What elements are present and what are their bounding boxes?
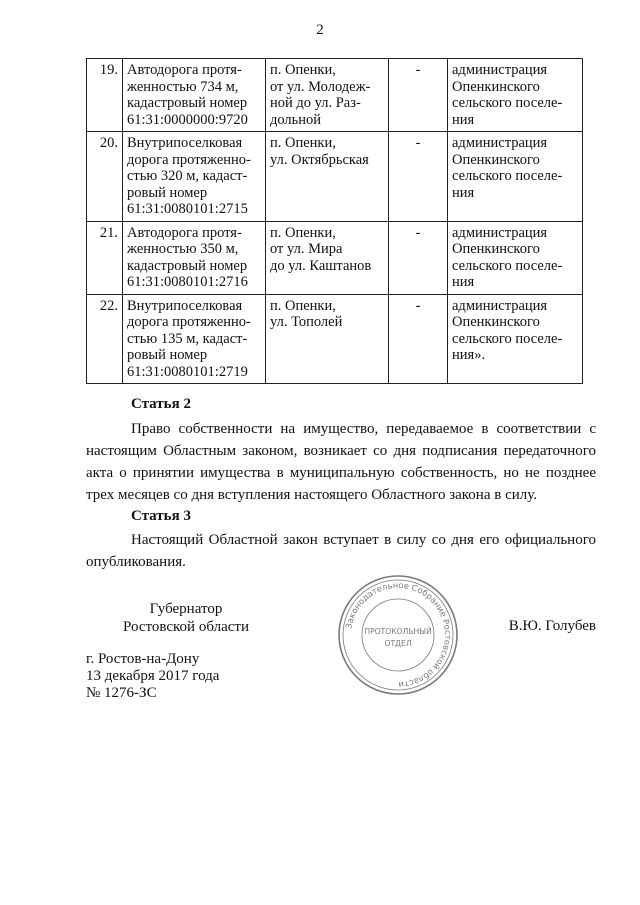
signatory-name: В.Ю. Голубев [508, 618, 596, 634]
administration-line: сельского поселе- [452, 257, 563, 274]
road-description-line: женностью 350 м, [127, 241, 239, 257]
road-location-line: дольной [270, 111, 322, 128]
administration-line: администрация [452, 224, 548, 241]
road-description-line: Автодорога протя- [127, 62, 242, 78]
road-location-line: от ул. Молодеж- [270, 78, 371, 95]
administration-cell [448, 59, 583, 132]
administration-line: сельского поселе- [452, 168, 563, 184]
administration-cell [448, 132, 583, 222]
row-number-cell: 19. [87, 59, 123, 132]
signatory-position-line1: Губернатор [149, 601, 223, 617]
road-location-line: п. Опенки, [270, 297, 336, 314]
signatory-position [86, 600, 286, 636]
dash-cell: - [389, 132, 448, 222]
road-location-cell [266, 132, 389, 222]
administration-line: Опенкинского [452, 151, 540, 168]
road-description-cell [123, 132, 266, 222]
administration-cell [448, 221, 583, 294]
dash-cell: - [389, 59, 448, 132]
article-3-title: Статья 3 [131, 508, 191, 524]
administration-line: ния [452, 184, 475, 201]
road-description-line: стью 320 м, кадаст- [127, 168, 248, 184]
article-3-text: Настоящий Областной закон вступает в силу со дня его официального опубликования. [86, 532, 596, 570]
road-description-line: дорога протяженно- [127, 314, 251, 330]
page-number: 2 [316, 22, 324, 38]
road-location-cell [266, 294, 389, 384]
road-description-line: ровый номер [127, 184, 208, 201]
row-number-cell: 21. [87, 221, 123, 294]
administration-line: сельского поселе- [452, 95, 563, 111]
road-description-line: Автодорога протя- [127, 224, 242, 241]
table-row [87, 221, 583, 294]
administration-cell [448, 294, 583, 384]
road-location-line: от ул. Мира [270, 241, 343, 257]
road-description-line: кадастровый номер [127, 95, 248, 111]
signatory-position-line2: Ростовской области [123, 619, 249, 635]
official-seal [337, 574, 459, 696]
city: г. Ростов-на-Дону [86, 651, 200, 667]
table-row [87, 294, 583, 384]
road-description-cell [123, 294, 266, 384]
place-date-block [86, 651, 219, 702]
road-description-line: 61:31:0000000:9720 [127, 111, 248, 128]
administration-line: Опенкинского [452, 241, 540, 257]
road-description-cell [123, 221, 266, 294]
seal-ring-text: Законодательное Собрание Ростовской области [343, 579, 454, 691]
administration-line: ния [452, 111, 475, 128]
road-description-cell [123, 59, 266, 132]
date: 13 декабря 2017 года [86, 668, 220, 684]
road-description-line: 61:31:0080101:2716 [127, 274, 248, 290]
administration-line: ния [452, 274, 475, 290]
road-location-line: п. Опенки, [270, 135, 336, 151]
administration-line: Опенкинского [452, 314, 540, 330]
road-description-line: дорога протяженно- [127, 151, 251, 168]
document-number: № 1276-ЗС [86, 685, 157, 701]
road-location-cell [266, 221, 389, 294]
administration-line: администрация [452, 297, 548, 314]
road-location-cell [266, 59, 389, 132]
administration-line: администрация [452, 62, 548, 78]
administration-line: администрация [452, 135, 548, 151]
road-location-line: ул. Октябрьская [270, 151, 369, 168]
seal-center-line2: ОТДЕЛ [384, 639, 412, 648]
road-description-line: женностью 734 м, [127, 78, 239, 95]
road-description-line: кадастровый номер [127, 257, 248, 274]
row-number-cell: 20. [87, 132, 123, 222]
road-description-line: Внутрипоселковая [127, 297, 243, 314]
dash-cell: - [389, 221, 448, 294]
road-location-line: п. Опенки, [270, 224, 336, 241]
administration-line: сельского поселе- [452, 330, 563, 347]
road-description-line: стью 135 м, кадаст- [127, 330, 248, 347]
administration-line: ния». [452, 347, 486, 363]
administration-line: Опенкинского [452, 78, 540, 95]
article-2-text: Право собственности на имущество, передаваемое в соответствии с настоящим Областным законом, возникает со дня подписания передаточного акта о принятии имущества в муниципальную собственность, но не позднее трех месяцев со дня вступления настоящего Областного закона в силу. [86, 421, 596, 503]
table-row [87, 132, 583, 222]
road-location-line: до ул. Каштанов [270, 257, 372, 274]
road-description-line: Внутрипоселковая [127, 135, 243, 151]
road-description-line: ровый номер [127, 347, 208, 363]
dash-cell: - [389, 294, 448, 384]
table-row [87, 59, 583, 132]
property-table-body [87, 59, 583, 384]
seal-center-line1: ПРОТОКОЛЬНЫЙ [364, 627, 432, 636]
road-description-line: 61:31:0080101:2715 [127, 201, 248, 217]
property-table [86, 58, 583, 384]
road-description-line: 61:31:0080101:2719 [127, 363, 248, 380]
road-location-line: п. Опенки, [270, 62, 336, 78]
road-location-line: ул. Тополей [270, 314, 343, 330]
road-location-line: ной до ул. Раз- [270, 95, 361, 111]
row-number-cell: 22. [87, 294, 123, 384]
article-2-title: Статья 2 [131, 396, 191, 412]
